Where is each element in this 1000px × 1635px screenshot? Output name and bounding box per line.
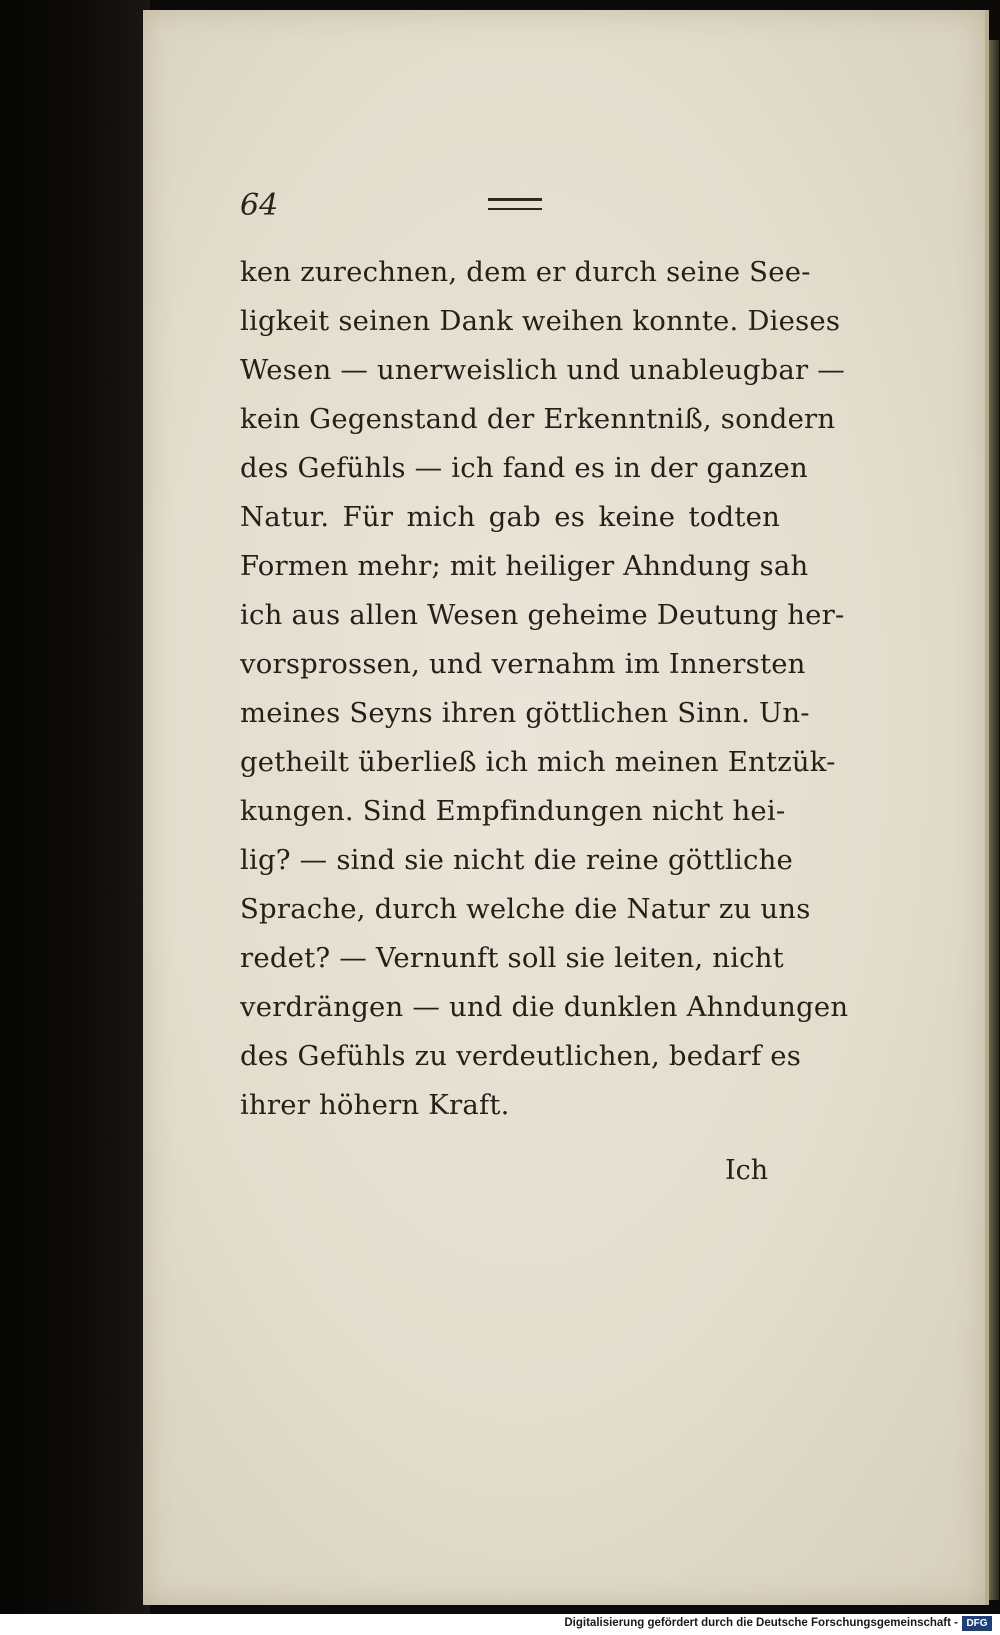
text-line: redet? — Vernunft soll sie leiten, nicht [240,942,784,974]
text-line: getheilt überließ ich mich meinen Entzük- [240,746,836,778]
text-line: lig? — sind sie nicht die reine göttliche [240,844,794,876]
text-line: Formen mehr; mit heiliger Ahndung sah [240,550,809,582]
text-line: vorsprossen, und vernahm im Innersten [240,648,806,680]
text-line: ihrer höhern Kraft. [240,1089,510,1121]
text-line: Sprache, durch welche die Natur zu uns [240,893,811,925]
catchword: Ich [725,1155,769,1186]
page-header [240,188,760,228]
header-rule [488,198,542,210]
text-line: verdrängen — und die dunklen Ahndungen [240,991,849,1023]
page-edge [989,40,999,1600]
footer-credit-text: Digitalisierung gefördert durch die Deutsche Forschungsgemeinschaft - [564,1617,958,1629]
text-line: meines Seyns ihren göttlichen Sinn. Un- [240,697,810,729]
text-line: Wesen — unerweislich und unableugbar — [240,354,845,386]
text-line: ligkeit seinen Dank weihen konnte. Dieses [240,305,841,337]
text-line: Natur. Für mich gab es keine todten [240,501,780,533]
text-line: kein Gegenstand der Erkenntniß, sondern [240,403,836,435]
body-text [240,248,849,1130]
text-line: ich aus allen Wesen geheime Deutung her- [240,599,845,631]
page-number: 64 [240,188,279,223]
text-line: kungen. Sind Empfindungen nicht hei- [240,795,786,827]
text-line: des Gefühls — ich fand es in der ganzen [240,452,808,484]
dfg-logo-icon: DFG [962,1616,992,1631]
text-line: ken zurechnen, dem er durch seine See- [240,256,811,288]
scan-background [0,0,150,1635]
text-line: des Gefühls zu verdeutlichen, bedarf es [240,1040,802,1072]
